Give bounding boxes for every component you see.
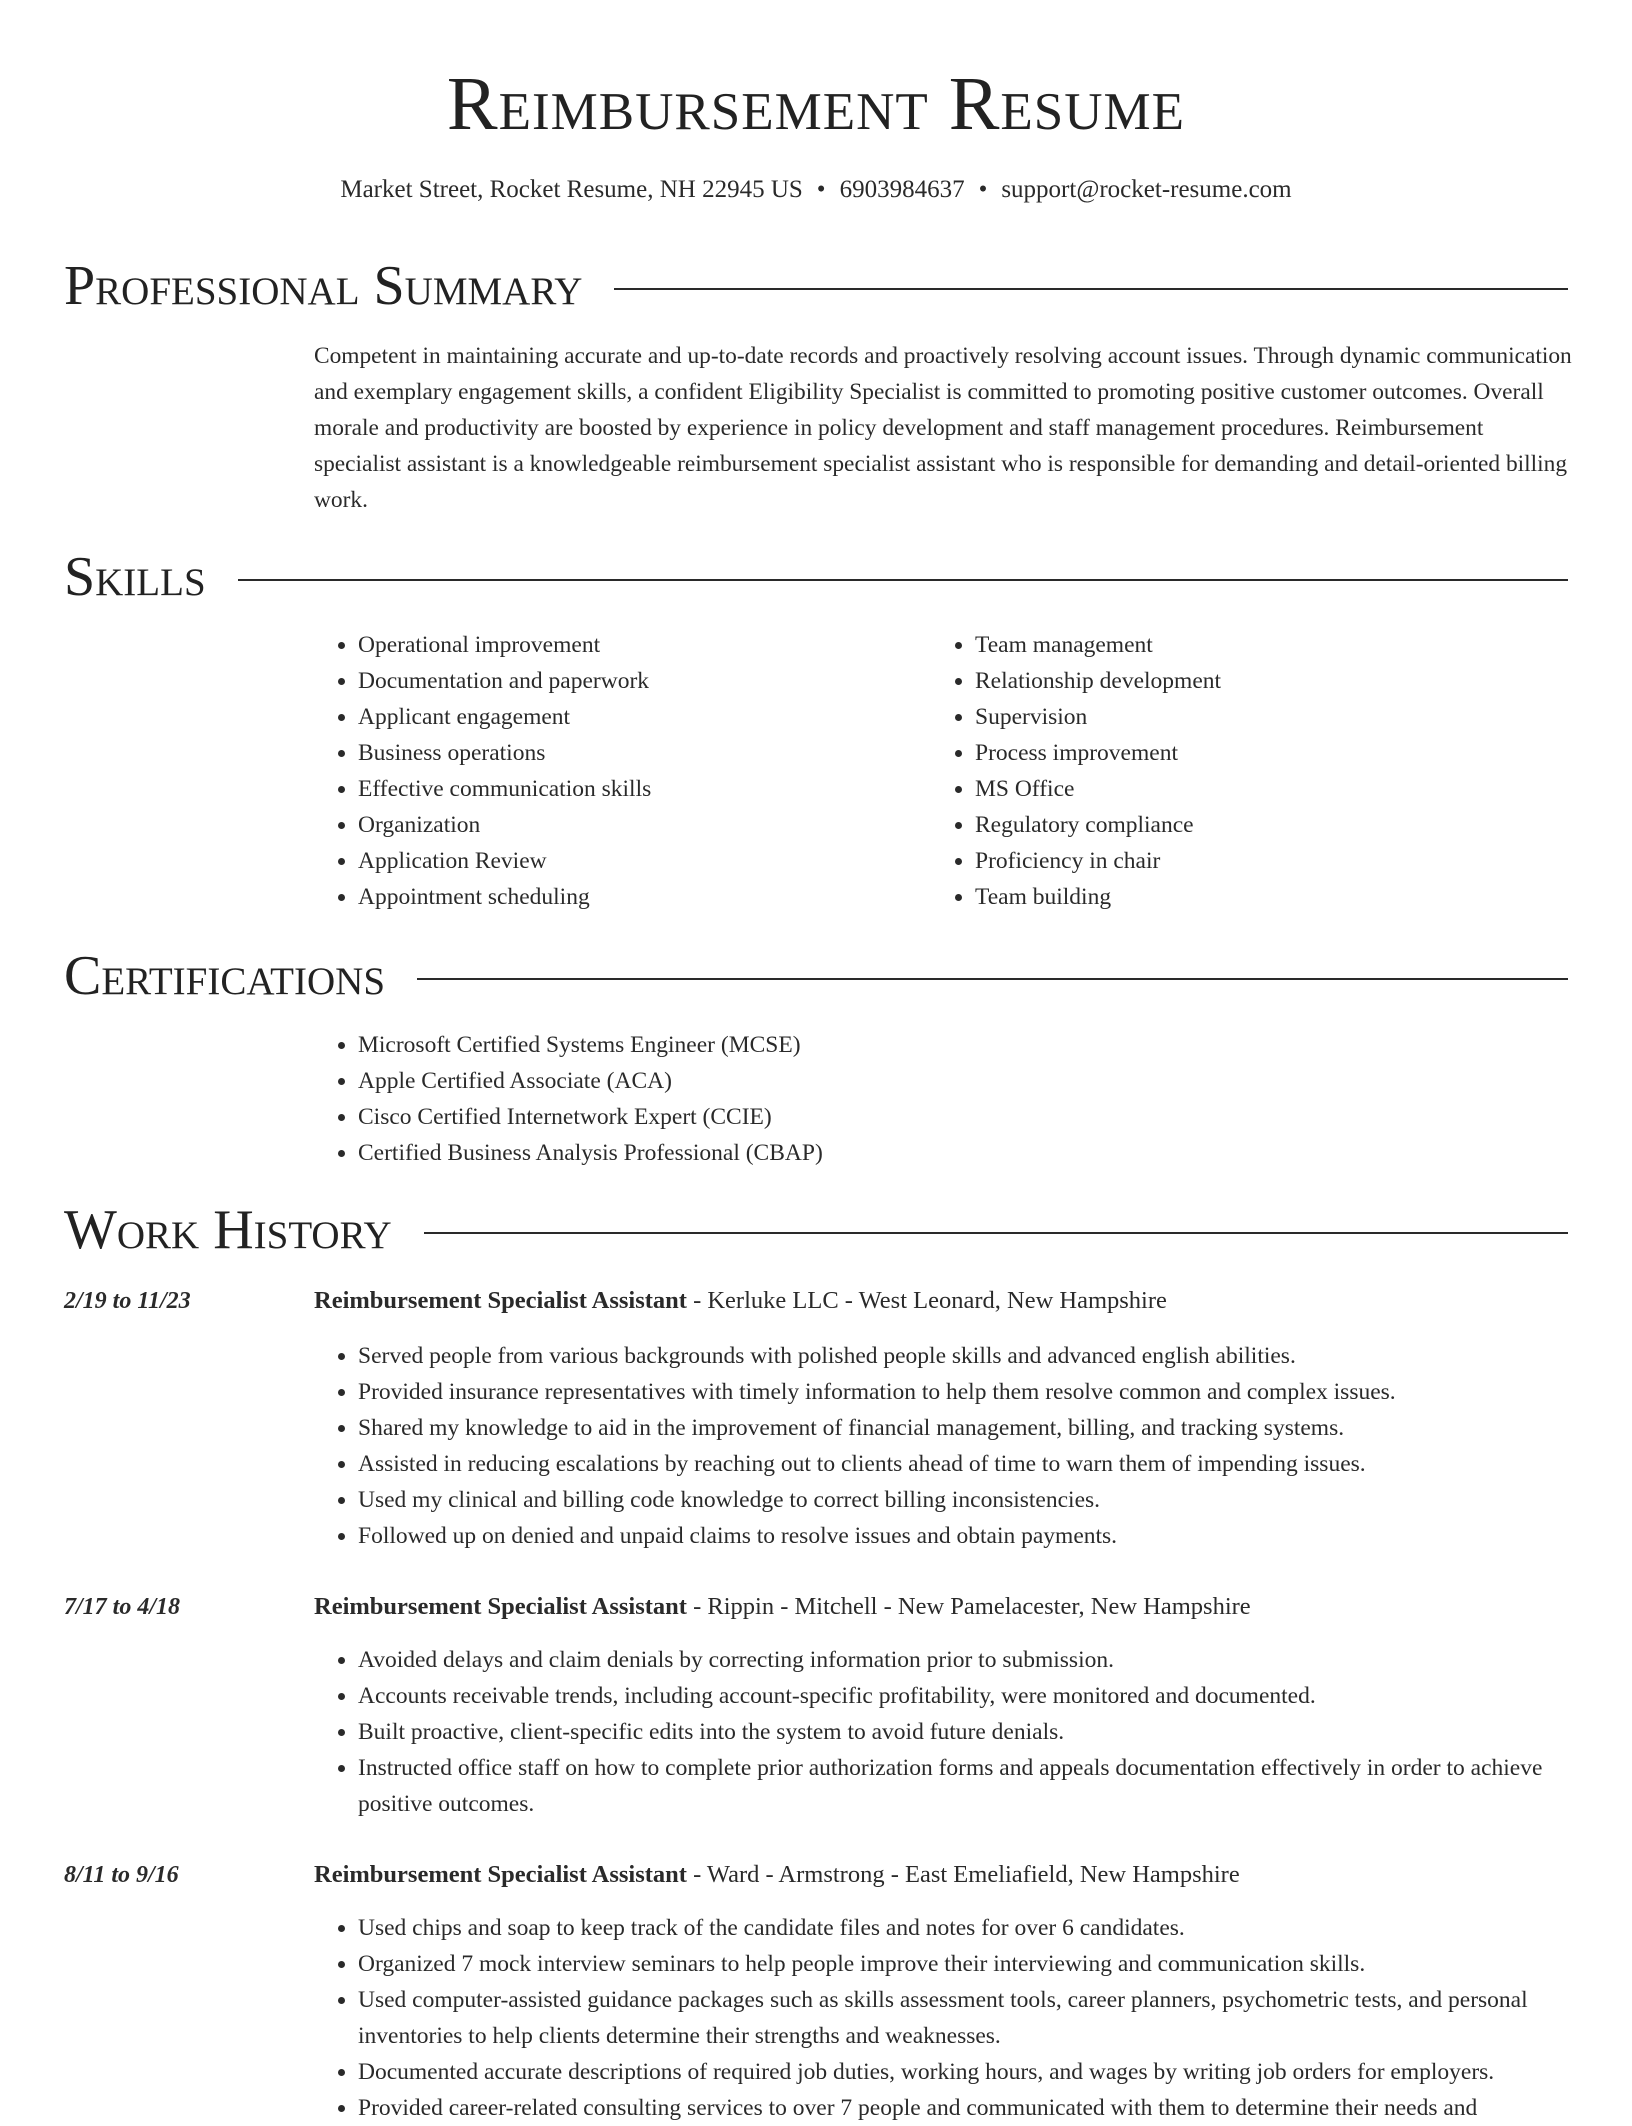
skill-item: • Team management (975, 627, 1221, 663)
job-title: Reimbursement Specialist Assistant (314, 1593, 687, 1620)
contact-separator: • (978, 176, 988, 203)
skill-item: • Team building (975, 879, 1221, 915)
skill-item: • Effective communication skills (358, 771, 651, 807)
skill-item: • Appointment scheduling (358, 879, 651, 915)
contact-email: support@rocket-resume.com (1001, 176, 1292, 203)
job-bullets (314, 1338, 1576, 1554)
section-divider (424, 1232, 1568, 1234)
job-bullet: • Accounts receivable trends, including account-specific profitability, were monitored and documented. (358, 1678, 1576, 1714)
section-divider (614, 288, 1568, 290)
section-divider (417, 978, 1568, 980)
skill-item: • Process improvement (975, 735, 1221, 771)
skill-item: • Application Review (358, 843, 651, 879)
certifications-section-title: Certifications (64, 945, 386, 1007)
resume-name: Reimbursement Resume (446, 62, 1186, 146)
certification-item: • Microsoft Certified Systems Engineer (MCSE) (358, 1027, 823, 1063)
skills-section-header (64, 545, 1568, 609)
job-bullets (314, 1642, 1576, 1822)
job-title: Reimbursement Specialist Assistant (314, 1861, 687, 1888)
skill-item: • Regulatory compliance (975, 807, 1221, 843)
skill-item: • MS Office (975, 771, 1221, 807)
certifications-list (314, 1027, 823, 1171)
skill-item: • Business operations (358, 735, 651, 771)
job-bullet: • Used my clinical and billing code knowledge to correct billing inconsistencies. (358, 1482, 1576, 1518)
job-bullet: • Documented accurate descriptions of required job duties, working hours, and wages by writing job orders for employers. (358, 2054, 1576, 2090)
contact-separator: • (816, 176, 826, 203)
skills-column-left (314, 627, 651, 915)
section-divider (238, 579, 1568, 581)
contact-phone: 6903984637 (839, 176, 965, 203)
job-heading (314, 1857, 1240, 1893)
certification-item: • Apple Certified Associate (ACA) (358, 1063, 823, 1099)
job-bullet: • Served people from various backgrounds with polished people skills and advanced english abilities. (358, 1338, 1576, 1374)
certification-item: • Certified Business Analysis Professional (CBAP) (358, 1135, 823, 1171)
skills-column-right (931, 627, 1221, 915)
job-bullet: • Provided insurance representatives with timely information to help them resolve common and complex issues. (358, 1374, 1576, 1410)
job-bullets (314, 1910, 1576, 2126)
job-employer-location: - Rippin - Mitchell - New Pamelacester, New Hampshire (686, 1593, 1251, 1620)
job-bullet: • Built proactive, client-specific edits into the system to avoid future denials. (358, 1714, 1576, 1750)
job-bullet: • Assisted in reducing escalations by reaching out to clients ahead of time to warn them of impending issues. (358, 1446, 1576, 1482)
job-dates: 2/19 to 11/23 (64, 1288, 191, 1314)
contact-address: Market Street, Rocket Resume, NH 22945 US (340, 176, 803, 203)
job-heading (314, 1589, 1251, 1625)
skill-item: • Applicant engagement (358, 699, 651, 735)
job-bullet: • Used chips and soap to keep track of the candidate files and notes for over 6 candidates. (358, 1910, 1576, 1946)
summary-text: Competent in maintaining accurate and up-to-date records and proactively resolving account issues. Through dynamic communication and exemplary engagement skills, a confident Eligibility Specialist is committed to promoting positive customer outcomes. Overall morale and productivity are boosted by experience in policy development and staff management procedures. Reimbursement specialist assistant is a knowledgeable reimbursement specialist assistant who is responsible for demanding and detail-oriented billing work. (314, 343, 1572, 513)
job-bullet: • Provided career-related consulting services to over 7 people and communicated with them to determine their needs and (358, 2090, 1576, 2126)
job-dates: 7/17 to 4/18 (64, 1594, 181, 1620)
certification-item: • Cisco Certified Internetwork Expert (CCIE) (358, 1099, 823, 1135)
skill-item: • Proficiency in chair (975, 843, 1221, 879)
job-bullet: • Organized 7 mock interview seminars to help people improve their interviewing and communication skills. (358, 1946, 1576, 1982)
job-bullet: • Instructed office staff on how to complete prior authorization forms and appeals documentation effectively in order to achieve positive outcomes. (358, 1750, 1576, 1822)
job-bullet: • Used computer-assisted guidance packages such as skills assessment tools, career planners, psychometric tests, and personal inventories to help clients determine their strengths and weaknesses. (358, 1982, 1576, 2054)
work-history-section-header (64, 1198, 1568, 1262)
skill-item: • Relationship development (975, 663, 1221, 699)
job-bullet: • Avoided delays and claim denials by correcting information prior to submission. (358, 1642, 1576, 1678)
summary-section-header (64, 254, 1568, 318)
job-bullet: • Shared my knowledge to aid in the improvement of financial management, billing, and tracking systems. (358, 1410, 1576, 1446)
skills-section-title: Skills (64, 546, 206, 608)
job-bullet: • Followed up on denied and unpaid claims to resolve issues and obtain payments. (358, 1518, 1576, 1554)
skill-item: • Documentation and paperwork (358, 663, 651, 699)
job-title: Reimbursement Specialist Assistant (314, 1287, 687, 1314)
skill-item: • Organization (358, 807, 651, 843)
certifications-section-header (64, 944, 1568, 1008)
skill-item: • Operational improvement (358, 627, 651, 663)
summary-section-title: Professional Summary (64, 255, 583, 317)
job-employer-location: - Kerluke LLC - West Leonard, New Hampshire (686, 1287, 1167, 1314)
skill-item: • Supervision (975, 699, 1221, 735)
job-heading (314, 1283, 1167, 1319)
contact-line (0, 174, 1632, 206)
job-employer-location: - Ward - Armstrong - East Emeliafield, New Hampshire (686, 1861, 1240, 1888)
work-history-section-title: Work History (64, 1199, 392, 1261)
job-dates: 8/11 to 9/16 (64, 1862, 179, 1888)
